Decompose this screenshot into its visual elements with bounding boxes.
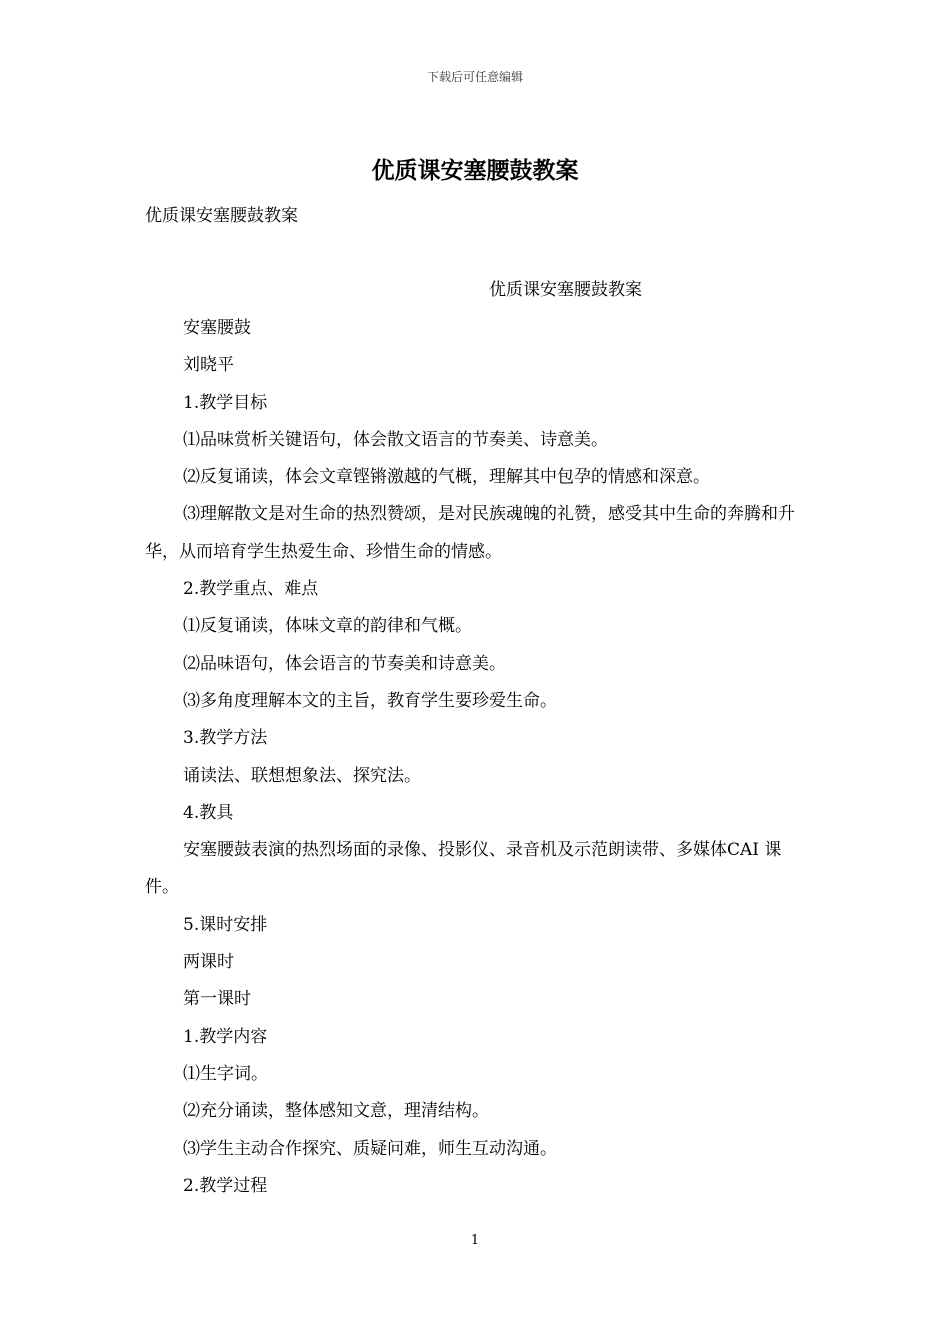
paragraph: ⑶理解散文是对生命的热烈赞颂，是对民族魂魄的礼赞，感受其中生命的奔腾和升华，从而培育学生热爱生命、珍惜生命的情感。 <box>145 504 795 562</box>
paragraph: 两课时 <box>183 952 234 973</box>
paragraph: 诵读法、联想想象法、探究法。 <box>183 765 421 786</box>
paragraph: 1.教学内容 <box>183 1026 268 1047</box>
document-body <box>145 310 810 1205</box>
section-title: 优质课安塞腰鼓教案 <box>489 280 642 300</box>
page-number: 1 <box>470 1233 480 1248</box>
paragraph: 4.教具 <box>183 802 234 823</box>
paragraph: ⑴反复诵读，体味文章的韵律和气概。 <box>183 616 472 637</box>
paragraph: 5.课时安排 <box>183 914 268 935</box>
paragraph: ⑵反复诵读，体会文章铿锵激越的气概，理解其中包孕的情感和深意。 <box>183 467 710 488</box>
paragraph: ⑶学生主动合作探究、质疑问难，师生互动沟通。 <box>183 1138 557 1159</box>
paragraph: ⑵品味语句，体会语言的节奏美和诗意美。 <box>183 653 506 674</box>
paragraph: 第一课时 <box>183 989 251 1010</box>
paragraph: 2.教学重点、难点 <box>183 579 319 600</box>
paragraph: 安塞腰鼓 <box>183 318 251 338</box>
paragraph: 2.教学过程 <box>183 1175 268 1196</box>
paragraph: 刘晓平 <box>183 355 234 376</box>
page-header: 下载后可任意编辑 <box>426 70 523 84</box>
paragraph: 安塞腰鼓表演的热烈场面的录像、投影仪、录音机及示范朗读带、多媒体CAI 课件。 <box>145 840 782 898</box>
paragraph: 3.教学方法 <box>183 728 268 749</box>
paragraph: ⑶多角度理解本文的主旨，教育学生要珍爱生命。 <box>183 690 557 711</box>
document-subtitle: 优质课安塞腰鼓教案 <box>145 206 298 226</box>
document-title: 优质课安塞腰鼓教案 <box>371 157 579 184</box>
paragraph: ⑴生字词。 <box>183 1063 268 1084</box>
paragraph: ⑴品味赏析关键语句，体会散文语言的节奏美、诗意美。 <box>183 429 608 450</box>
paragraph: 1.教学目标 <box>183 392 268 413</box>
paragraph: ⑵充分诵读，整体感知文意，理清结构。 <box>183 1101 489 1122</box>
